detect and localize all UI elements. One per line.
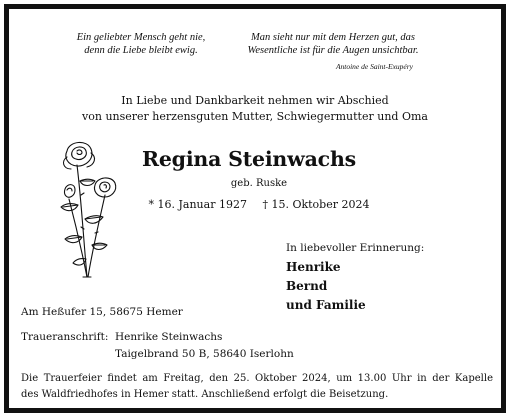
mailing-label: Traueranschrift: bbox=[21, 331, 109, 343]
mourner-name: Bernd bbox=[286, 279, 328, 293]
intro-line-1: In Liebe und Dankbarkeit nehmen wir Abschied bbox=[121, 94, 389, 107]
mourners-heading: In liebevoller Erinnerung: bbox=[286, 242, 425, 254]
death-date: † 15. Oktober 2024 bbox=[262, 198, 370, 211]
quote-right-line-2: Wesentliche ist für die Augen unsichtbar. bbox=[247, 45, 419, 56]
life-dates bbox=[129, 198, 389, 211]
mailing-street: Taigelbrand 50 B, 58640 Iserlohn bbox=[115, 348, 294, 360]
birth-date: * 16. Januar 1927 bbox=[148, 198, 247, 211]
obituary-card bbox=[4, 4, 506, 413]
quote-right bbox=[247, 31, 419, 57]
quote-left-line-2: denn die Liebe bleibt ewig. bbox=[84, 45, 198, 56]
service-notice-line-2: des Waldfriedhofes in Hemer statt. Anschließend erfolgt die Beisetzung. bbox=[21, 389, 389, 400]
service-notice-line-1: Die Trauerfeier findet am Freitag, den 25. Oktober 2024, um 13.00 Uhr in der Kapelle bbox=[21, 373, 493, 384]
mourner-name: Henrike bbox=[286, 260, 341, 274]
mourner-name: und Familie bbox=[286, 298, 366, 312]
quote-right-line-1: Man sieht nur mit dem Herzen gut, das bbox=[251, 32, 415, 43]
quote-left-line-1: Ein geliebter Mensch geht nie, bbox=[76, 32, 206, 43]
mailing-name: Henrike Steinwachs bbox=[115, 331, 223, 343]
maiden-name: geb. Ruske bbox=[230, 178, 288, 189]
intro-text bbox=[9, 93, 501, 125]
deceased-name: Regina Steinwachs bbox=[142, 147, 356, 171]
home-address: Am Heßufer 15, 58675 Hemer bbox=[21, 306, 183, 318]
intro-line-2: von unserer herzensguten Mutter, Schwiegermutter und Oma bbox=[82, 110, 428, 123]
quote-left bbox=[57, 31, 225, 57]
roses-icon bbox=[47, 137, 127, 287]
service-notice bbox=[21, 371, 493, 403]
quote-author: Antoine de Saint-Exupéry bbox=[335, 62, 413, 71]
